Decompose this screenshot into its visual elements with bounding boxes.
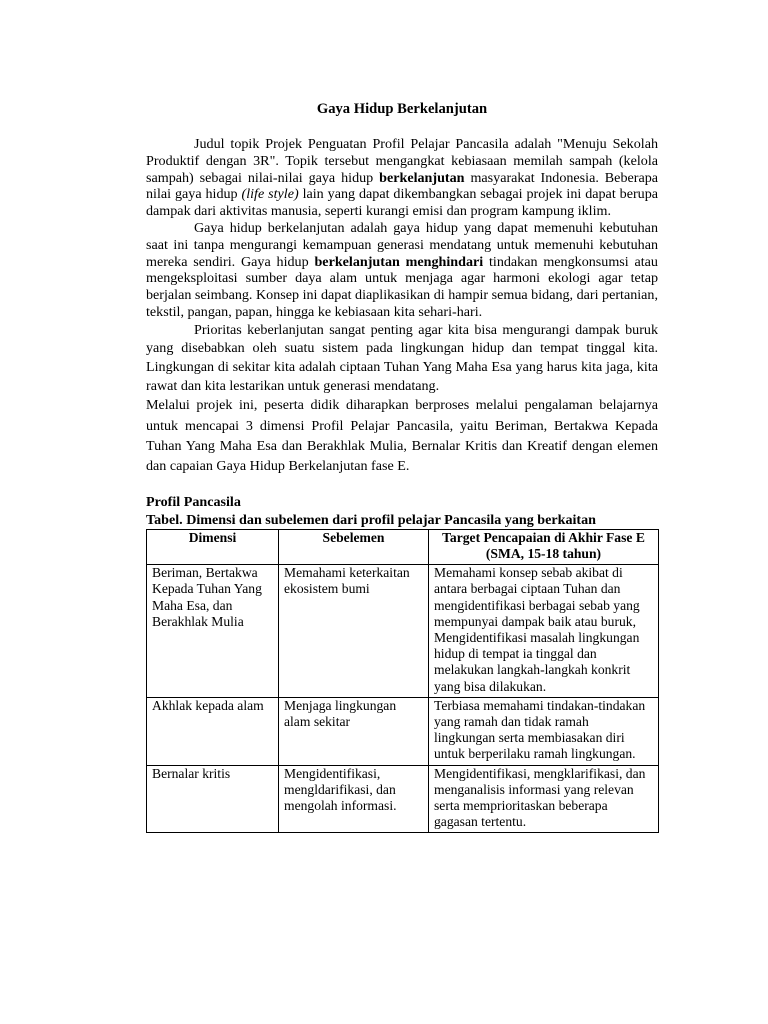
paragraph-2: [146, 220, 658, 321]
p1-text-c: masyarakat Indonesia. Beberapa nilai gaya hidup: [146, 169, 658, 203]
table-cell: Mengidentifikasi, mengklarifikasi, dan menganalisis informasi yang relevan serta memprioritaskan beberapa gagasan tertentu.: [429, 765, 659, 833]
document-page: [146, 100, 658, 833]
p2-text-a: Gaya hidup berkelanjutan adalah gaya hidup yang dapat memenuhi kebutuhan saat ini tanpa mengurangi kemampuan generasi mendatang untuk memenuhi kebutuhan mereka sendiri. Gaya hidup: [146, 219, 658, 270]
paragraph-4: Melalui projek ini, peserta didik diharapkan berproses melalui pengalaman belajarnya untuk mencapai 3 dimensi Profil Pelajar Pancasila, yaitu Beriman, Bertakwa Kepada Tuhan Yang Maha Esa dan Berakhlak Mulia, Bernalar Kritis dan Kreatif dengan elemen dan capaian Gaya Hidup Berkelanjutan fase E.: [146, 397, 658, 475]
table-row: [147, 697, 659, 765]
document-title: Gaya Hidup Berkelanjutan: [316, 101, 488, 117]
table-cell: Akhlak kepada alam: [147, 697, 279, 765]
table-cell: Bernalar kritis: [147, 765, 279, 833]
header-sebelemen: Sebelemen: [279, 529, 429, 564]
p2-bold: berkelanjutan menghindari: [314, 253, 484, 270]
p1-bold: berkelanjutan: [379, 169, 465, 186]
table-row: [147, 765, 659, 833]
paragraph-1: [146, 136, 658, 220]
table-cell: Beriman, Bertakwa Kepada Tuhan Yang Maha Esa, dan Berakhlak Mulia: [147, 565, 279, 698]
p1-text-e: lain yang dapat dikembangkan sebagai projek ini dapat berupa dampak dari aktivitas manusia, seperti kurangi emisi dan program kampung iklim.: [146, 186, 658, 220]
table-cell: Menjaga lingkungan alam sekitar: [279, 697, 429, 765]
table-cell: Memahami keterkaitan ekosistem bumi: [279, 565, 429, 698]
section-gap: [146, 477, 658, 493]
p1-text-a: Judul topik Projek Penguatan Profil Pelajar Pancasila adalah "Menuju Sekolah Produktif dengan 3R". Topik tersebut mengangkat kebiasaan memilah sampah (kelola sampah) sebagai nilai-nilai gaya hidup: [146, 136, 658, 186]
table-row: [147, 565, 659, 698]
table-cell: Terbiasa memahami tindakan-tindakan yang ramah dan tidak ramah lingkungan serta membiasakan diri untuk berperilaku ramah lingkungan.: [429, 697, 659, 765]
header-target: Target Pencapaian di Akhir Fase E (SMA, 15-18 tahun): [429, 529, 659, 564]
table-cell: Mengidentifikasi, mengldarifikasi, dan mengolah informasi.: [279, 765, 429, 833]
p1-italic: (life style): [241, 186, 299, 203]
paragraph-3: Prioritas keberlanjutan sangat penting agar kita bisa mengurangi dampak buruk yang disebabkan oleh suatu sistem pada lingkungan hidup dan tempat tinggal kita. Lingkungan di sekitar kita adalah ciptaan Tuhan Yang Maha Esa yang harus kita jaga, kita rawat dan kita lestarikan untuk generasi mendatang.: [146, 321, 658, 394]
table-caption: Tabel. Dimensi dan subelemen dari profil pelajar Pancasila yang berkaitan: [146, 511, 597, 528]
section-title: Profil Pancasila: [146, 493, 241, 510]
header-dimensi: Dimensi: [147, 529, 279, 564]
p2-text-c: tindakan mengkonsumsi atau mengeksploitasi sumber daya alam untuk menjaga agar harmoni ekologi agar tetap berjalan seimbang. Konsep ini dapat diaplikasikan di hampir semua bidang, dari pertanian, tekstil, pangan, papan, hingga ke kebiasaan kita sehari-hari.: [146, 253, 658, 320]
table-cell: Memahami konsep sebab akibat di antara berbagai ciptaan Tuhan dan mengidentifikasi berbagai sebab yang mempunyai dampak baik atau buruk, Mengidentifikasi masalah lingkungan hidup di tempat ia tinggal dan melakukan langkah-langkah konkrit yang bisa dilakukan.: [429, 565, 659, 698]
profile-table: [146, 529, 659, 834]
table-header-row: [147, 529, 659, 564]
